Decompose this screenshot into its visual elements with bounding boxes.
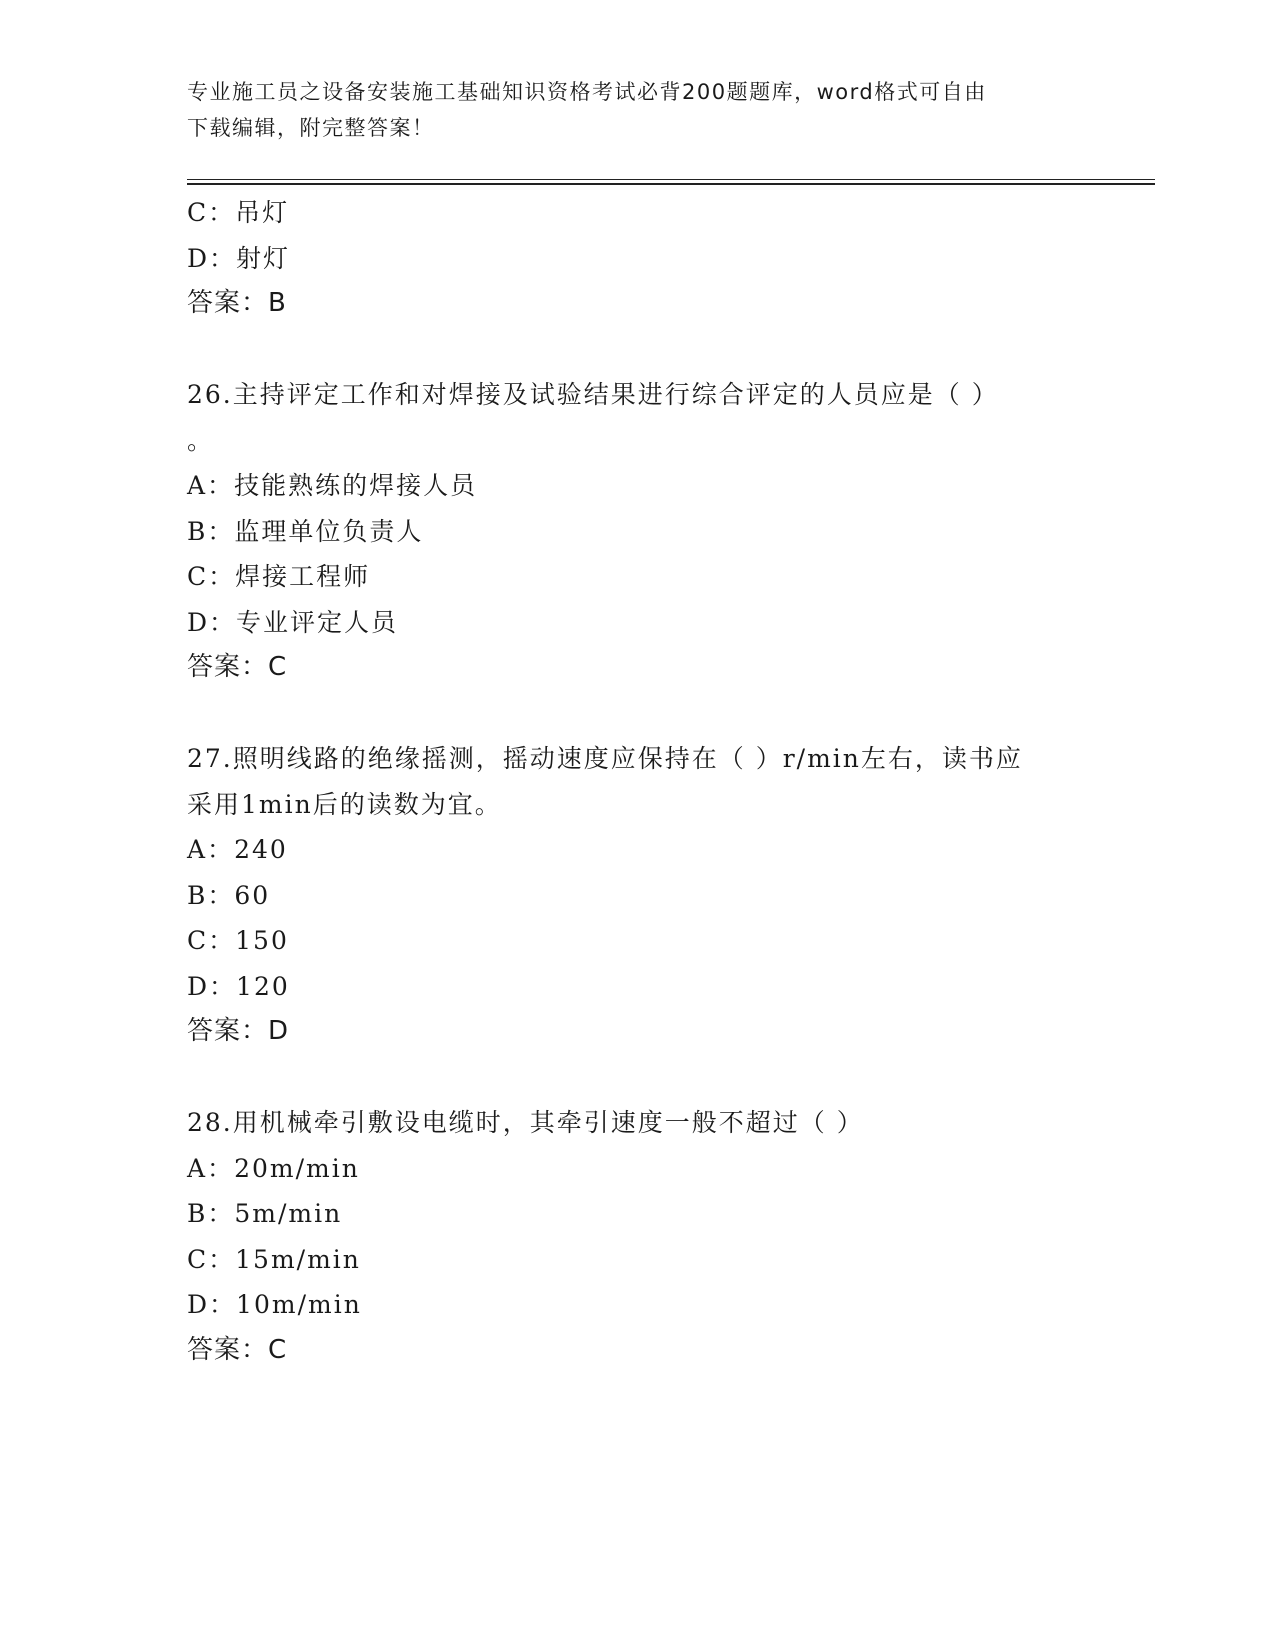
answer-line: 答案：C (187, 652, 288, 682)
option-c: C：150 (187, 926, 289, 955)
question-stem-continued: 采用1min后的读数为宜。 (187, 789, 502, 819)
option-b: B：5m/min (187, 1199, 343, 1228)
option-d: D：射灯 (187, 243, 291, 273)
option-b: B：60 (187, 880, 271, 910)
answer-line: 答案：B (187, 288, 287, 318)
question-27 (187, 736, 1087, 1055)
option-c: C：15m/min (187, 1244, 361, 1274)
question-stem: 27.照明线路的绝缘摇测，摇动速度应保持在（ ）r/min左右，读书应 (187, 744, 1023, 773)
question-25-tail (187, 190, 1087, 327)
header-line: 专业施工员之设备安装施工基础知识资格考试必背200题题库，word格式可自由 (187, 80, 987, 104)
option-c: C：吊灯 (187, 198, 290, 227)
question-list (187, 190, 1087, 1373)
option-a: A：240 (187, 835, 288, 864)
option-d: D：10m/min (187, 1290, 362, 1319)
option-b: B：监理单位负责人 (187, 516, 424, 546)
question-stem: 26.主持评定工作和对焊接及试验结果进行综合评定的人员应是（ ） (187, 380, 999, 409)
option-c: C：焊接工程师 (187, 562, 371, 591)
option-d: D：专业评定人员 (187, 607, 399, 637)
question-stem-continued: 。 (187, 425, 215, 455)
answer-line: 答案：D (187, 1016, 290, 1046)
header-divider (187, 179, 1155, 180)
question-stem: 28.用机械牵引敷设电缆时，其牵引速度一般不超过（ ） (187, 1108, 864, 1137)
question-28 (187, 1100, 1087, 1373)
question-26 (187, 372, 1087, 691)
option-a: A：20m/min (187, 1153, 360, 1183)
option-a: A：技能熟练的焊接人员 (187, 471, 478, 500)
header-divider (187, 183, 1155, 185)
document-header (187, 74, 1087, 146)
answer-line: 答案：C (187, 1334, 288, 1365)
option-d: D：120 (187, 971, 290, 1001)
header-line: 下载编辑，附完整答案！ (187, 116, 435, 140)
